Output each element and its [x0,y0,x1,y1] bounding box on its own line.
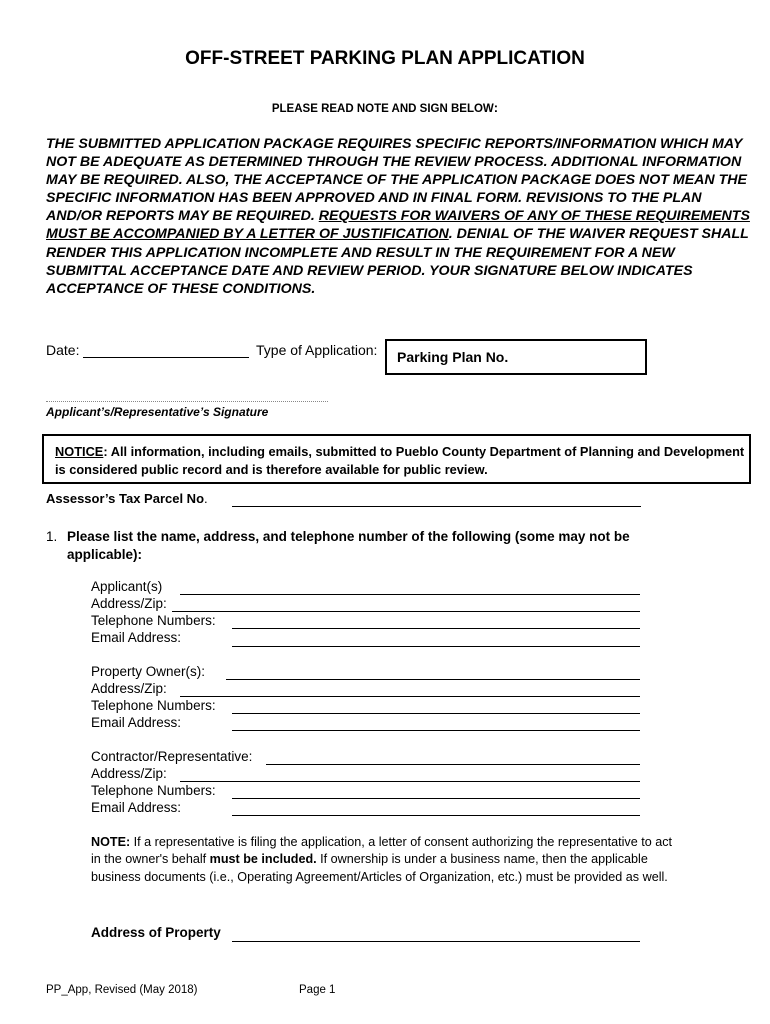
owner-phone-label: Telephone Numbers: [91,698,216,713]
contractor-address-label: Address/Zip: [91,766,167,781]
warning-part2: . DENIAL OF THE WAIVER REQUEST SHALL RENDER THIS APPLICATION INCOMPLETE AND RESULT IN THE REQUIREMENT FOR A NEW SUBMITTAL ACCEPTANCE DATE AND REVIEW PERIOD. YOUR SIGNATURE BELOW INDICATES ACCEPTANCE OF THESE CONDITIONS. [46,226,749,297]
subtitle-text: PLEASE READ NOTE AND SIGN BELOW [271,103,494,115]
revision-footer: PP_App, Revised (May 2018) [46,984,198,996]
contractor-phone-field[interactable] [232,798,640,799]
signature-field[interactable] [46,401,328,402]
date-field[interactable] [83,357,249,358]
property-address-label: Address of Property [91,925,221,940]
applicant-email-field[interactable] [232,646,640,647]
type-of-application-value: Parking Plan No. [397,349,509,365]
consent-note [91,834,681,886]
page-number: Page 1 [299,984,336,996]
page-subtitle [0,100,770,115]
applicant-address-field[interactable] [172,611,640,612]
note-text-2: If ownership is under a business name, then the applicable business documents (i.e., Operating Agreement/Articles of Organization, etc.) must be provided as well. [91,852,668,884]
property-address-field[interactable] [232,941,640,942]
note-label: NOTE: [91,835,131,849]
signature-caption: Applicant’s/Representative’s Signature [46,405,269,419]
contractor-phone-label: Telephone Numbers: [91,783,216,798]
contractor-name-field[interactable] [266,764,640,765]
owner-name-field[interactable] [226,679,640,680]
page-title: OFF-STREET PARKING PLAN APPLICATION [185,48,585,69]
warning-waiver-requirement: REQUESTS FOR WAIVERS OF ANY OF THESE REQUIREMENTS MUST BE ACCOMPANIED BY A LETTER OF JUSTIFICATION [46,208,750,243]
notice-label: NOTICE [55,444,104,459]
type-of-application-box[interactable] [385,339,647,375]
applicant-email-label: Email Address: [91,630,182,645]
public-record-notice [42,434,751,484]
owner-name-label: Property Owner(s): [91,664,206,679]
subtitle-colon: : [493,100,499,115]
type-of-application-label: Type of Application: [256,342,378,358]
owner-address-label: Address/Zip: [91,681,167,696]
contractor-name-label: Contractor/Representative: [91,749,253,764]
contractor-address-field[interactable] [180,781,640,782]
tax-parcel-dot: . [204,491,208,506]
contractor-email-label: Email Address: [91,800,182,815]
tax-parcel-field[interactable] [232,506,641,507]
tax-parcel-label-text: Assessor’s Tax Parcel No [46,491,205,506]
owner-phone-field[interactable] [232,713,640,714]
date-label: Date: [46,342,80,358]
question-text: Please list the name, address, and telephone number of the following (some may not be applicable): [67,529,630,562]
tax-parcel-label [46,491,208,506]
conditions-warning [46,135,756,298]
owner-email-field[interactable] [232,730,640,731]
warning-part1: THE SUBMITTED APPLICATION PACKAGE REQUIRES SPECIFIC REPORTS/INFORMATION WHICH MAY NOT BE ADEQUATE AS DETERMINED THROUGH THE REVIEW PROCESS. ADDITIONAL INFORMATION MAY BE REQUIRED. ALSO, THE ACCEPTANCE OF THE APPLICATION PACKAGE DOES NOT MEAN THE SPECIFIC INFORMATION HAS BEEN APPROVED AND IN FINAL FORM. REVISIONS TO THE PLAN AND/OR REPORTS MAY BE REQUIRED. [46,136,747,225]
contractor-email-field[interactable] [232,815,640,816]
owner-address-field[interactable] [180,696,640,697]
note-bold: must be included. [209,852,317,867]
note-text-1: If a representative is filing the application, a letter of consent authorizing the representative to act in the owner's behalf [91,835,673,867]
applicant-address-label: Address/Zip: [91,596,167,611]
notice-text [55,443,745,479]
applicant-phone-field[interactable] [232,628,640,629]
applicant-name-label: Applicant(s) [91,579,163,594]
notice-body: : All information, including emails, submitted to Pueblo County Department of Planning and Development is considered public record and is therefore available for public review. [55,444,745,477]
applicant-name-field[interactable] [180,594,640,595]
applicant-phone-label: Telephone Numbers: [91,613,216,628]
question-number: 1. [46,529,58,544]
owner-email-label: Email Address: [91,715,182,730]
